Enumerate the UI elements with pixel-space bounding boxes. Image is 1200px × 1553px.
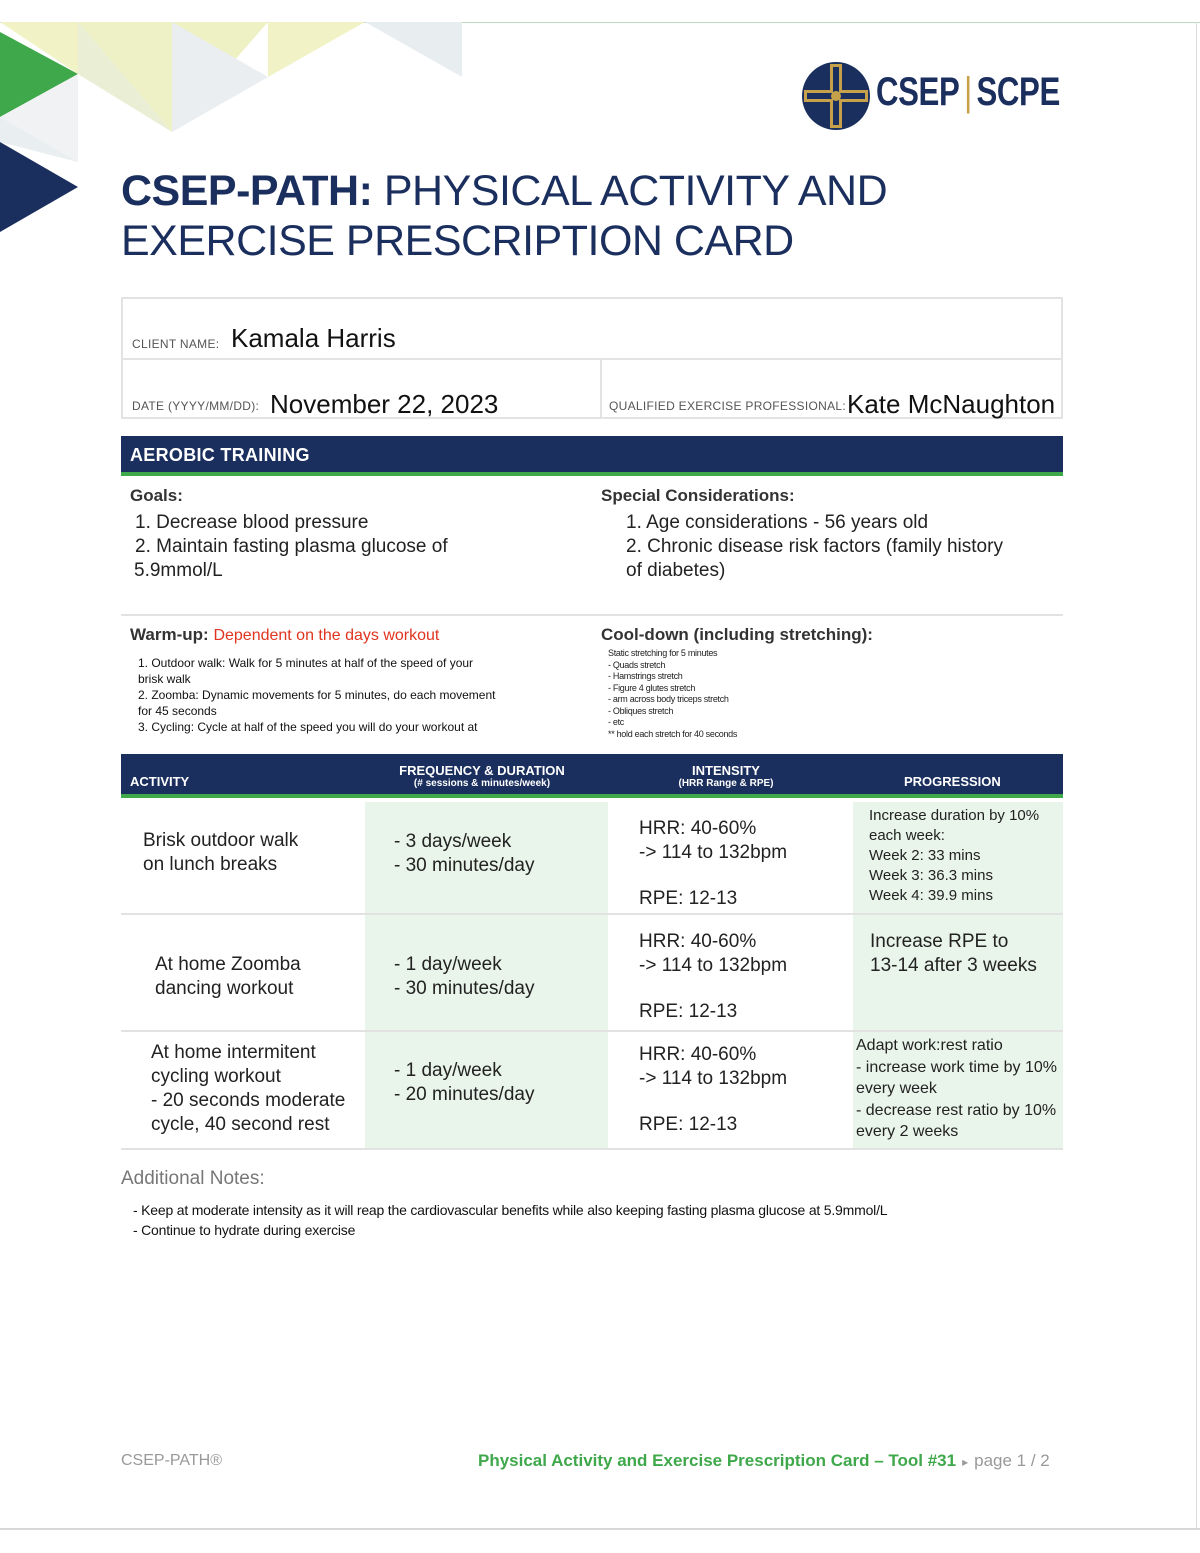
row3-frequency[interactable] xyxy=(394,1059,534,1107)
row2-frequency[interactable] xyxy=(394,953,534,1001)
row3-progression[interactable] xyxy=(856,1035,1057,1143)
info-divider xyxy=(600,360,602,417)
warmup-line: 3. Cycling: Cycle at half of the speed you will do your workout at xyxy=(138,720,478,734)
warmup-line: 2. Zoomba: Dynamic movements for 5 minutes, do each movement xyxy=(138,688,496,702)
cooldown-line: - etc xyxy=(608,717,625,727)
note-line: - Continue to hydrate during exercise xyxy=(133,1222,356,1238)
special-considerations-field[interactable] xyxy=(626,511,1003,583)
col-intensity-sub: (HRR Range & RPE) xyxy=(678,778,774,789)
frequency-line: - 1 day/week xyxy=(394,1060,502,1081)
cooldown-field[interactable] xyxy=(608,648,737,740)
client-info-box xyxy=(121,297,1063,419)
intensity-line: HRR: 40-60% xyxy=(639,931,757,952)
progression-line: Increase RPE to xyxy=(870,931,1009,952)
row-divider xyxy=(121,913,1063,915)
logo-wordmark: CSEP | SCPE xyxy=(876,70,1060,114)
warmup-label: Warm-up: xyxy=(130,625,209,644)
col-progression: PROGRESSION xyxy=(904,774,1001,789)
progression-line: Week 3: 36.3 mins xyxy=(869,867,993,884)
prescription-table-header xyxy=(121,754,1063,798)
activity-line: - 20 seconds moderate xyxy=(151,1090,346,1111)
row1-frequency[interactable] xyxy=(394,830,534,878)
progression-line: 13-14 after 3 weeks xyxy=(870,955,1037,976)
progression-line: each week: xyxy=(869,827,945,844)
title-bold: CSEP-PATH: xyxy=(121,167,373,215)
progression-line: - increase work time by 10% xyxy=(856,1058,1057,1076)
consideration-item: 2. Chronic disease risk factors (family history xyxy=(626,536,1003,557)
frequency-line: - 30 minutes/day xyxy=(394,855,535,876)
cooldown-line: - Obliques stretch xyxy=(608,705,674,716)
goal-item: 1. Decrease blood pressure xyxy=(135,512,369,533)
warmup-line: brisk walk xyxy=(138,672,191,686)
additional-notes-field[interactable] xyxy=(133,1200,887,1240)
client-name-field[interactable]: Kamala Harris xyxy=(231,323,396,353)
date-field[interactable]: November 22, 2023 xyxy=(270,389,499,419)
col-intensity-title: INTENSITY xyxy=(692,763,760,778)
goal-item: 2. Maintain fasting plasma glucose of xyxy=(135,536,448,557)
page-title xyxy=(121,166,1021,266)
frequency-line: - 3 days/week xyxy=(394,831,512,852)
progression-line: Week 4: 39.9 mins xyxy=(869,887,993,904)
cooldown-line: - Figure 4 glutes stretch xyxy=(608,682,696,693)
logo-text-right: SCPE xyxy=(976,70,1060,114)
logo-text-left: CSEP xyxy=(876,70,960,114)
warmup-line: for 45 seconds xyxy=(138,704,217,718)
frequency-line: - 30 minutes/day xyxy=(394,978,535,999)
title-line2: EXERCISE PRESCRIPTION CARD xyxy=(121,217,794,265)
footer-tool-info xyxy=(478,1451,1050,1471)
goal-item: 5.9mmol/L xyxy=(134,560,223,581)
note-line: - Keep at moderate intensity as it will reap the cardiovascular benefits while also keeping fasting plasma glucose at 5.9mmol/L xyxy=(133,1202,888,1218)
warmup-field[interactable] xyxy=(138,655,496,735)
date-label: DATE (YYYY/MM/DD): xyxy=(132,399,260,413)
progression-line: every 2 weeks xyxy=(856,1123,959,1140)
progression-line: Increase duration by 10% xyxy=(869,807,1040,824)
intensity-line: RPE: 12-13 xyxy=(639,888,738,909)
aerobic-training-header xyxy=(121,436,1063,476)
section-title: AEROBIC TRAINING xyxy=(130,445,310,465)
row-divider xyxy=(121,1030,1063,1032)
activity-line: At home intermitent xyxy=(151,1042,316,1063)
cooldown-line: - arm across body triceps stretch xyxy=(608,694,729,704)
progression-line: Adapt work:rest ratio xyxy=(856,1037,1003,1054)
footer-brand: CSEP-PATH® xyxy=(121,1452,222,1469)
frequency-line: - 20 minutes/day xyxy=(394,1084,535,1105)
intensity-line: HRR: 40-60% xyxy=(639,818,757,839)
progression-line: - decrease rest ratio by 10% xyxy=(856,1101,1057,1119)
col-frequency xyxy=(381,763,583,790)
warmup-note: Dependent on the days workout xyxy=(213,627,440,644)
row2-activity[interactable] xyxy=(155,953,301,1001)
footer-tool-name: Physical Activity and Exercise Prescription Card – Tool #31 xyxy=(478,1451,957,1470)
progression-line: Week 2: 33 mins xyxy=(869,847,981,864)
activity-line: on lunch breaks xyxy=(143,854,278,875)
intensity-line: -> 114 to 132bpm xyxy=(639,1068,788,1089)
row1-activity[interactable] xyxy=(143,829,298,877)
special-considerations-label: Special Considerations: xyxy=(601,486,795,505)
professional-field[interactable]: Kate McNaughton xyxy=(847,389,1056,419)
cooldown-line: ** hold each stretch for 40 seconds xyxy=(608,728,738,739)
warmup-label-row xyxy=(130,625,439,645)
goals-field[interactable] xyxy=(135,511,448,583)
row3-intensity[interactable] xyxy=(639,1043,787,1137)
frequency-line: - 1 day/week xyxy=(394,954,502,975)
intensity-line: RPE: 12-13 xyxy=(639,1114,738,1135)
professional-label: QUALIFIED EXERCISE PROFESSIONAL: xyxy=(609,399,846,413)
intensity-line: -> 114 to 132bpm xyxy=(639,955,788,976)
col-frequency-title: FREQUENCY & DURATION xyxy=(399,763,565,778)
bottom-border xyxy=(0,1528,1200,1530)
cooldown-line: - Hamstrings stretch xyxy=(608,671,683,681)
progression-line: every week xyxy=(856,1080,937,1097)
activity-line: cycling workout xyxy=(151,1066,281,1087)
consideration-item: of diabetes) xyxy=(626,560,726,581)
title-rest: PHYSICAL ACTIVITY AND xyxy=(372,167,888,215)
cooldown-line: Static stretching for 5 minutes xyxy=(608,648,718,658)
goals-label: Goals: xyxy=(130,486,183,505)
activity-line: Brisk outdoor walk xyxy=(143,830,299,851)
section-divider xyxy=(121,614,1063,616)
row1-intensity[interactable] xyxy=(639,817,787,911)
intensity-line: -> 114 to 132bpm xyxy=(639,842,788,863)
col-frequency-sub: (# sessions & minutes/week) xyxy=(413,778,551,789)
row1-progression[interactable] xyxy=(869,806,1039,906)
intensity-line: HRR: 40-60% xyxy=(639,1044,757,1065)
row2-intensity[interactable] xyxy=(639,930,787,1024)
intensity-line: RPE: 12-13 xyxy=(639,1001,738,1022)
page-number: page 1 / 2 xyxy=(974,1451,1050,1470)
footer-arrow-icon: ▸ xyxy=(962,1455,969,1469)
row3-activity[interactable] xyxy=(151,1041,345,1137)
activity-line: At home Zoomba xyxy=(155,954,301,975)
warmup-line: 1. Outdoor walk: Walk for 5 minutes at half of the speed of your xyxy=(138,656,474,670)
activity-line: cycle, 40 second rest xyxy=(151,1114,330,1135)
cooldown-line: - Quads stretch xyxy=(608,659,666,670)
col-intensity xyxy=(631,763,821,790)
activity-line: dancing workout xyxy=(155,978,294,999)
cooldown-label: Cool-down (including stretching): xyxy=(601,625,873,644)
additional-notes-label: Additional Notes: xyxy=(121,1168,265,1189)
row2-progression[interactable] xyxy=(870,930,1037,978)
col-activity: ACTIVITY xyxy=(130,774,190,789)
row-divider xyxy=(121,1148,1063,1150)
consideration-item: 1. Age considerations - 56 years old xyxy=(626,512,929,533)
client-name-label: CLIENT NAME: xyxy=(132,337,220,351)
right-border xyxy=(1196,22,1197,1529)
